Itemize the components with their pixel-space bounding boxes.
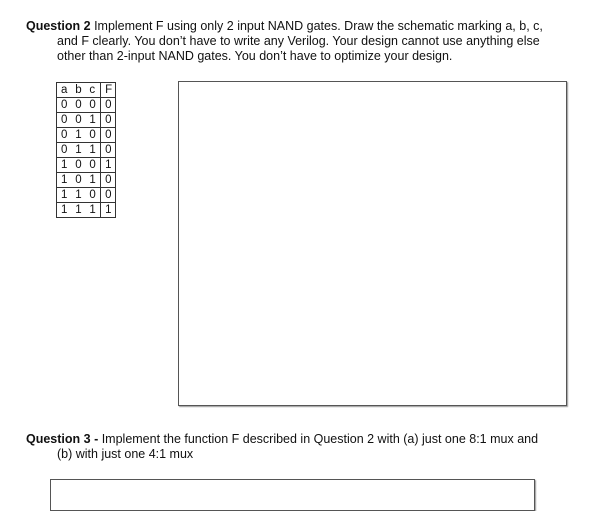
row-output: 1	[101, 203, 116, 218]
question-3-label: Question 3 -	[26, 432, 99, 446]
row-inputs: 0 0 1	[57, 113, 101, 128]
row-inputs: 0 1 0	[57, 128, 101, 143]
question-2	[26, 19, 582, 64]
truth-table-row	[57, 203, 116, 218]
row-inputs: 1 0 1	[57, 173, 101, 188]
truth-table-row	[57, 128, 116, 143]
truth-table-row	[57, 143, 116, 158]
row-inputs: 1 1 0	[57, 188, 101, 203]
question-2-line-2: and F clearly. You don’t have to write any Verilog. Your design cannot use anything else	[57, 34, 540, 48]
question-2-line-3: other than 2-input NAND gates. You don’t have to optimize your design.	[57, 49, 453, 63]
row-output: 0	[101, 128, 116, 143]
header-inputs: a b c	[57, 83, 101, 98]
schematic-answer-box[interactable]	[178, 81, 567, 406]
question-2-line-1	[26, 19, 582, 34]
question-3-line-1	[26, 432, 582, 447]
row-output: 0	[101, 188, 116, 203]
row-inputs: 0 0 0	[57, 98, 101, 113]
row-inputs: 1 0 0	[57, 158, 101, 173]
row-inputs: 1 1 1	[57, 203, 101, 218]
row-output: 1	[101, 158, 116, 173]
row-output: 0	[101, 113, 116, 128]
question-2-text-1: Implement F using only 2 input NAND gates. Draw the schematic marking a, b, c,	[90, 19, 543, 33]
row-output: 0	[101, 143, 116, 158]
row-output: 0	[101, 173, 116, 188]
header-output: F	[101, 83, 116, 98]
question-3-text-1: Implement the function F described in Question 2 with (a) just one 8:1 mux and	[98, 432, 539, 446]
truth-table-row	[57, 188, 116, 203]
question-3-line-2: (b) with just one 4:1 mux	[57, 447, 194, 461]
truth-table-header	[57, 83, 116, 98]
truth-table-row	[57, 113, 116, 128]
mux-answer-box[interactable]	[50, 479, 535, 511]
truth-table-row	[57, 98, 116, 113]
truth-table-row	[57, 158, 116, 173]
question-3	[26, 432, 582, 462]
truth-table	[56, 82, 116, 218]
truth-table-row	[57, 173, 116, 188]
question-2-label: Question 2	[26, 19, 91, 33]
row-inputs: 0 1 1	[57, 143, 101, 158]
row-output: 0	[101, 98, 116, 113]
